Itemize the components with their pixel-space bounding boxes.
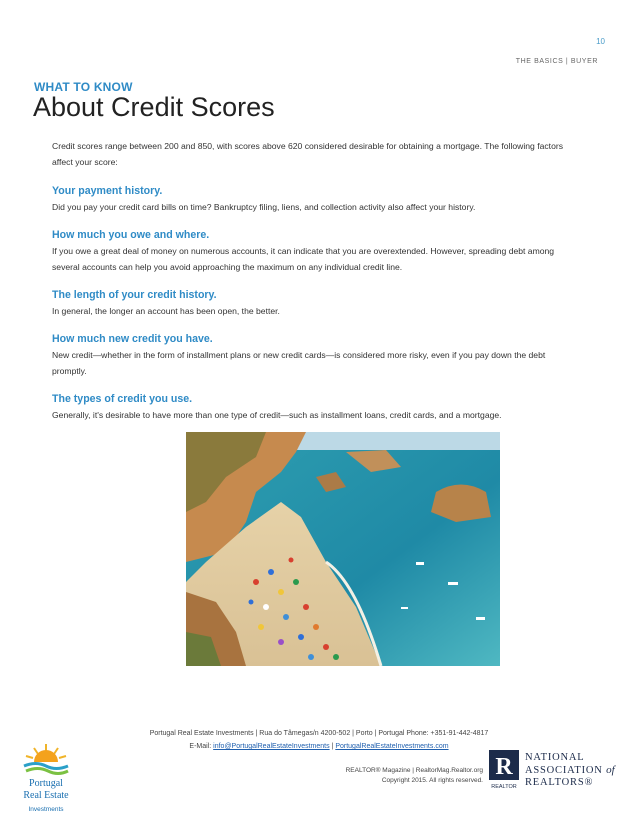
realtor-r-logo: [489, 750, 519, 790]
factor-new-credit: [52, 332, 572, 379]
factor-text: In general, the longer an account has been open, the better.: [52, 306, 280, 316]
realtor-credit-line-2: Copyright 2015. All rights reserved.: [381, 777, 483, 784]
factor-text: Generally, it's desirable to have more than one type of credit—such as installment loans, credit cards, and a mortgage.: [52, 410, 502, 420]
factor-text: If you owe a great deal of money on numerous accounts, it can indicate that you are overextended. However, spreading debt among several accounts can help you avoid approaching the maximum on any individual credit line.: [52, 246, 555, 272]
factor-heading: Your payment history.: [52, 185, 163, 197]
factor-heading: The length of your credit history.: [52, 289, 217, 301]
factor-payment-history: [52, 184, 572, 215]
factor-history-length: [52, 288, 572, 319]
logo-line-1: Portugal: [29, 778, 63, 789]
svg-text:R: R: [495, 754, 513, 780]
email-label: E-Mail:: [189, 743, 214, 750]
nar-line-1: NATIONAL: [525, 752, 585, 763]
logo-line-3: Investments: [28, 806, 64, 813]
realtor-credit-line-1: REALTOR® Magazine | RealtorMag.Realtor.org: [345, 767, 483, 774]
realtor-r-icon: [489, 750, 519, 790]
nar-of: of: [606, 764, 615, 776]
sun-waves-icon: [6, 740, 86, 776]
running-head: THE BASICS | BUYER: [515, 58, 598, 65]
factor-heading: How much new credit you have.: [52, 333, 213, 345]
email-link[interactable]: info@PortugalRealEstateInvestments: [213, 743, 330, 750]
logo-line-2: Real Estate: [23, 790, 69, 801]
section-eyebrow: WHAT TO KNOW: [34, 80, 133, 94]
nar-line-2: [525, 764, 615, 777]
nar-wordmark: [525, 752, 615, 789]
realtor-credit: [300, 766, 483, 786]
nar-line-3: REALTORS®: [525, 777, 594, 788]
factor-text: Did you pay your credit card bills on time? Bankruptcy filing, liens, and collection activity also affect your history.: [52, 202, 476, 212]
footer-contact: [0, 727, 638, 753]
website-link[interactable]: PortugalRealEstateInvestments.com: [335, 743, 449, 750]
page-number: 10: [596, 37, 605, 46]
portugal-real-estate-logo: [6, 740, 86, 822]
factor-text: New credit—whether in the form of installment plans or new credit cards—is considered more risky, even if you pay down the debt promptly.: [52, 350, 546, 376]
factor-heading: The types of credit you use.: [52, 393, 193, 405]
factor-heading: How much you owe and where.: [52, 229, 210, 241]
factor-credit-types: [52, 392, 572, 423]
footer-address: Portugal Real Estate Investments | Rua do Tâmegas/n 4200-502 | Porto | Portugal Phone: +351-91-442-4817: [149, 730, 489, 737]
beach-photo: [186, 432, 500, 666]
article-body: [52, 138, 572, 436]
intro-paragraph: Credit scores range between 200 and 850, with scores above 620 considered desirable for obtaining a mortgage. The following factors affect your score:: [52, 141, 564, 167]
factor-amount-owed: [52, 228, 572, 275]
link-separator: |: [329, 743, 336, 750]
nar-association: ASSOCIATION: [525, 765, 603, 776]
page-title: About Credit Scores: [33, 92, 275, 122]
realtor-badge-label: REALTOR: [491, 784, 517, 790]
